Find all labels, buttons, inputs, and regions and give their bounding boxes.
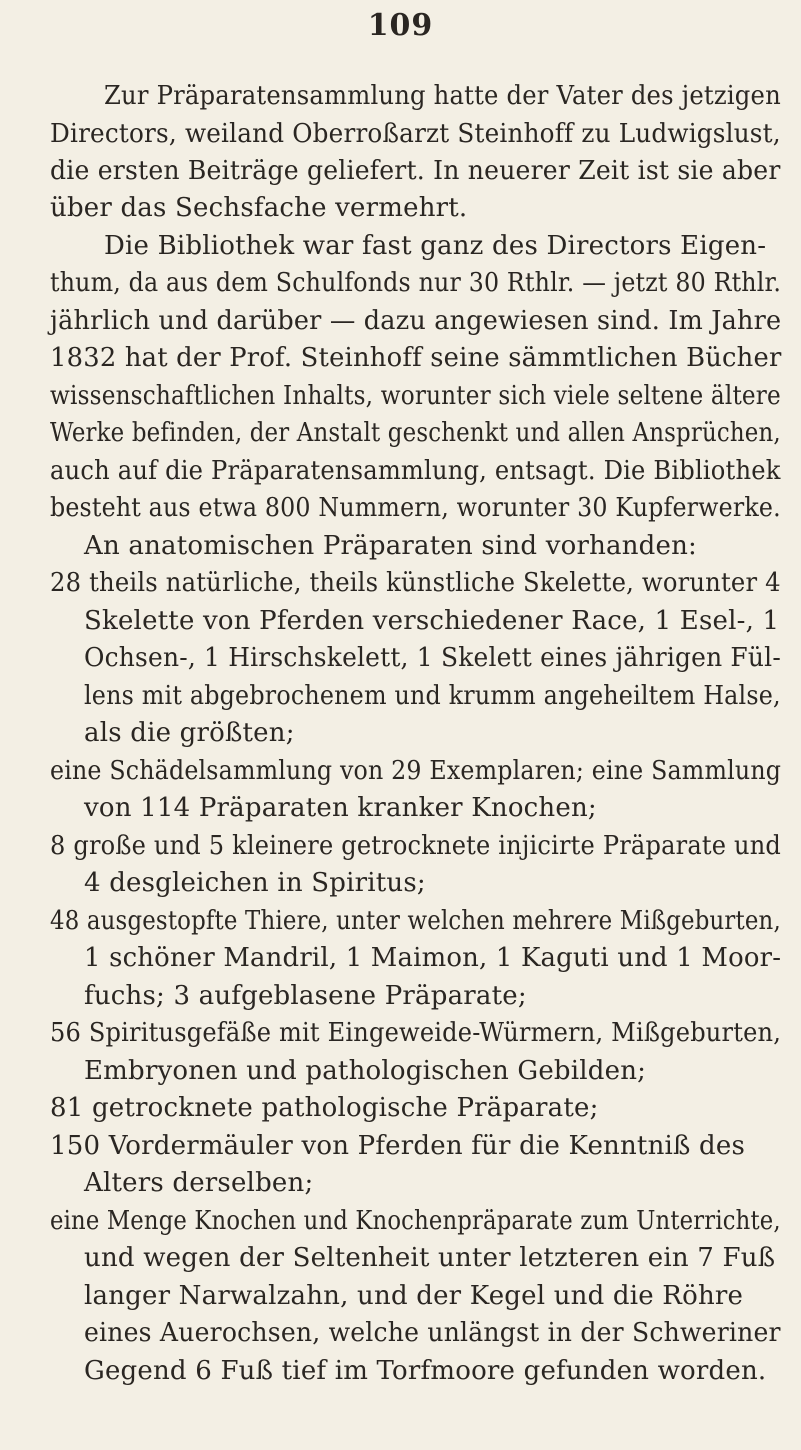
text-line: wissenschaftlichen Inhalts, worunter sich viele seltene ältere: [50, 381, 781, 411]
text-line: die ersten Beiträge geliefert. In neuerer Zeit ist sie aber: [50, 156, 781, 186]
text-line: 56 Spiritusgefäße mit Eingeweide-Würmern, Mißgeburten,: [50, 1018, 782, 1048]
text-line: Zur Präparatensammlung hatte der Vater des jetzigen: [104, 81, 781, 111]
text-line: Directors, weiland Oberroßarzt Steinhoff zu Ludwigslust,: [50, 119, 781, 149]
page-number: 109: [367, 8, 434, 43]
text-line: fuchs; 3 aufgeblasene Präparate;: [84, 981, 527, 1011]
text-line: eines Auerochsen, welche unlängst in der Schweriner: [84, 1318, 781, 1348]
text-line: langer Narwalzahn, und der Kegel und die Röhre: [84, 1281, 744, 1311]
text-line: als die größten;: [84, 718, 295, 748]
text-line: auch auf die Präparatensammlung, entsagt. Die Bibliothek: [50, 456, 781, 486]
text-line: An anatomischen Präparaten sind vorhanden:: [84, 531, 698, 561]
text-line: Alters derselben;: [84, 1168, 314, 1198]
text-line: eine Schädelsammlung von 29 Exemplaren; eine Sammlung: [50, 756, 782, 786]
text-line: 81 getrocknete pathologische Präparate;: [50, 1093, 599, 1123]
text-line: und wegen der Seltenheit unter letzteren ein 7 Fuß: [84, 1243, 776, 1273]
text-line: Ochsen-, 1 Hirschskelett, 1 Skelett eines jährigen Fül-: [84, 643, 781, 673]
text-line: 4 desgleichen in Spiritus;: [84, 868, 426, 898]
text-line: lens mit abgebrochenem und krumm angeheiltem Halse,: [84, 681, 781, 711]
text-line: Werke befinden, der Anstalt geschenkt und allen Ansprüchen,: [50, 418, 781, 448]
text-line: 150 Vordermäuler von Pferden für die Kenntniß des: [50, 1131, 746, 1161]
text-line: 1832 hat der Prof. Steinhoff seine sämmtlichen Bücher: [50, 343, 782, 373]
text-line: eine Menge Knochen und Knochenpräparate zum Unterrichte,: [50, 1206, 781, 1236]
text-line: Skelette von Pferden verschiedener Race, 1 Esel-, 1: [84, 606, 780, 636]
text-line: jährlich und darüber — dazu angewiesen sind. Im Jahre: [50, 306, 782, 336]
text-line: Gegend 6 Fuß tief im Torfmoore gefunden worden.: [84, 1356, 767, 1386]
text-line: von 114 Präparaten kranker Knochen;: [84, 793, 597, 823]
text-line: Die Bibliothek war fast ganz des Directors Eigen-: [104, 231, 767, 261]
text-line: 48 ausgestopfte Thiere, unter welchen mehrere Mißgeburten,: [50, 906, 781, 936]
text-line: 8 große und 5 kleinere getrocknete injicirte Präparate und: [50, 831, 782, 861]
text-line: thum, da aus dem Schulfonds nur 30 Rthlr. — jetzt 80 Rthlr.: [50, 268, 782, 298]
text-line: 1 schöner Mandril, 1 Maimon, 1 Kaguti und 1 Moor-: [84, 943, 782, 973]
text-line: 28 theils natürliche, theils künstliche Skelette, worunter 4: [50, 568, 781, 598]
text-line: Embryonen und pathologischen Gebilden;: [84, 1056, 647, 1086]
text-line: über das Sechsfache vermehrt.: [50, 193, 468, 223]
text-line: besteht aus etwa 800 Nummern, worunter 30 Kupferwerke.: [50, 493, 781, 523]
